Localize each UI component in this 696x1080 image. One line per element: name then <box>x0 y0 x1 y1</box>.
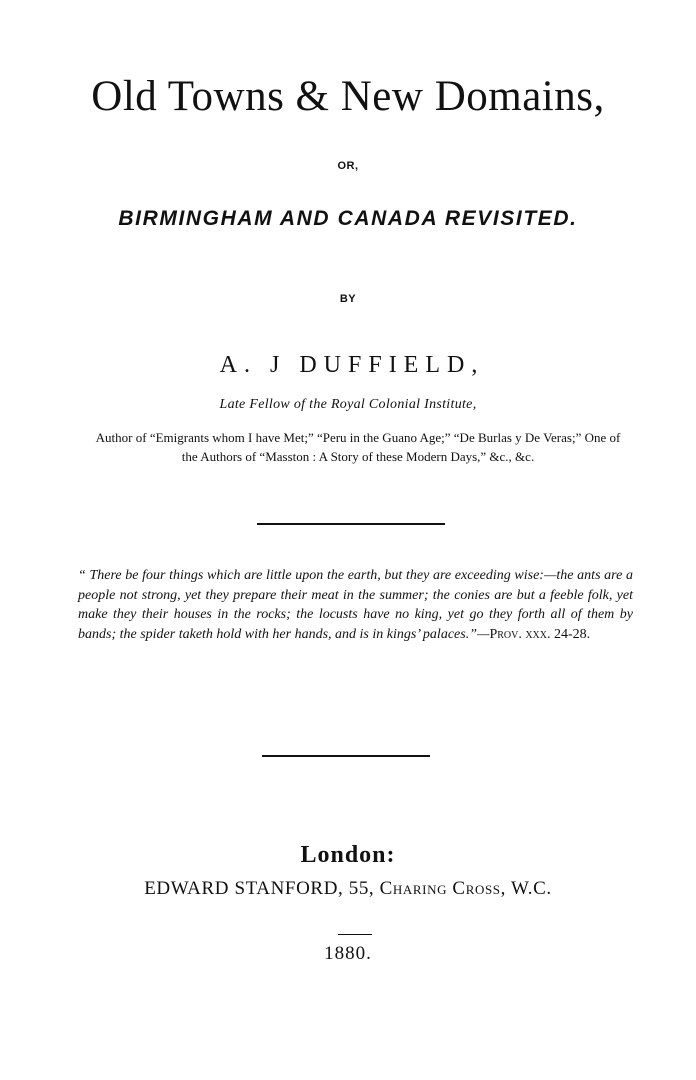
author-other-works: Author of “Emigrants whom I have Met;” “Peru in the Guano Age;” “De Burlas y De Veras;” One of the Authors of “Masston : A Story of these Modern Days,” &c., &c. <box>95 430 621 464</box>
by-label: BY <box>339 293 357 305</box>
epigraph-text: “ There be four things which are little upon the earth, but they are exceeding wise:—the ants are a people not strong, yet they prepare their meat in the summer; the conies are but a feeble folk, yet make they their houses in the rocks; the locusts have no king, yet go they forth all of them by bands; the spider taketh hold with her hands, and is in kings’ palaces.”— <box>78 568 633 642</box>
publisher-district: W.C. <box>511 878 552 899</box>
book-subtitle: BIRMINGHAM AND CANADA REVISITED. <box>118 207 578 230</box>
year-rule <box>338 934 372 935</box>
publisher-number: 55, <box>348 878 375 899</box>
imprint-city: London: <box>300 842 396 868</box>
divider-rule-top <box>257 523 445 525</box>
publication-year: 1880. <box>324 943 372 964</box>
publisher-street: Charing Cross, <box>379 878 506 899</box>
epigraph <box>78 566 633 644</box>
author-affiliation: Late Fellow of the Royal Colonial Institute, <box>219 397 477 412</box>
book-title: Old Towns & New Domains, <box>91 73 605 120</box>
publisher-name: EDWARD STANFORD, <box>144 878 344 899</box>
or-connector: OR, <box>337 160 359 172</box>
imprint-publisher <box>0 878 696 900</box>
divider-rule-bottom <box>262 755 430 757</box>
epigraph-reference: Prov. xxx. 24-28. <box>489 626 591 642</box>
author-name: A. J DUFFIELD, <box>219 352 485 378</box>
